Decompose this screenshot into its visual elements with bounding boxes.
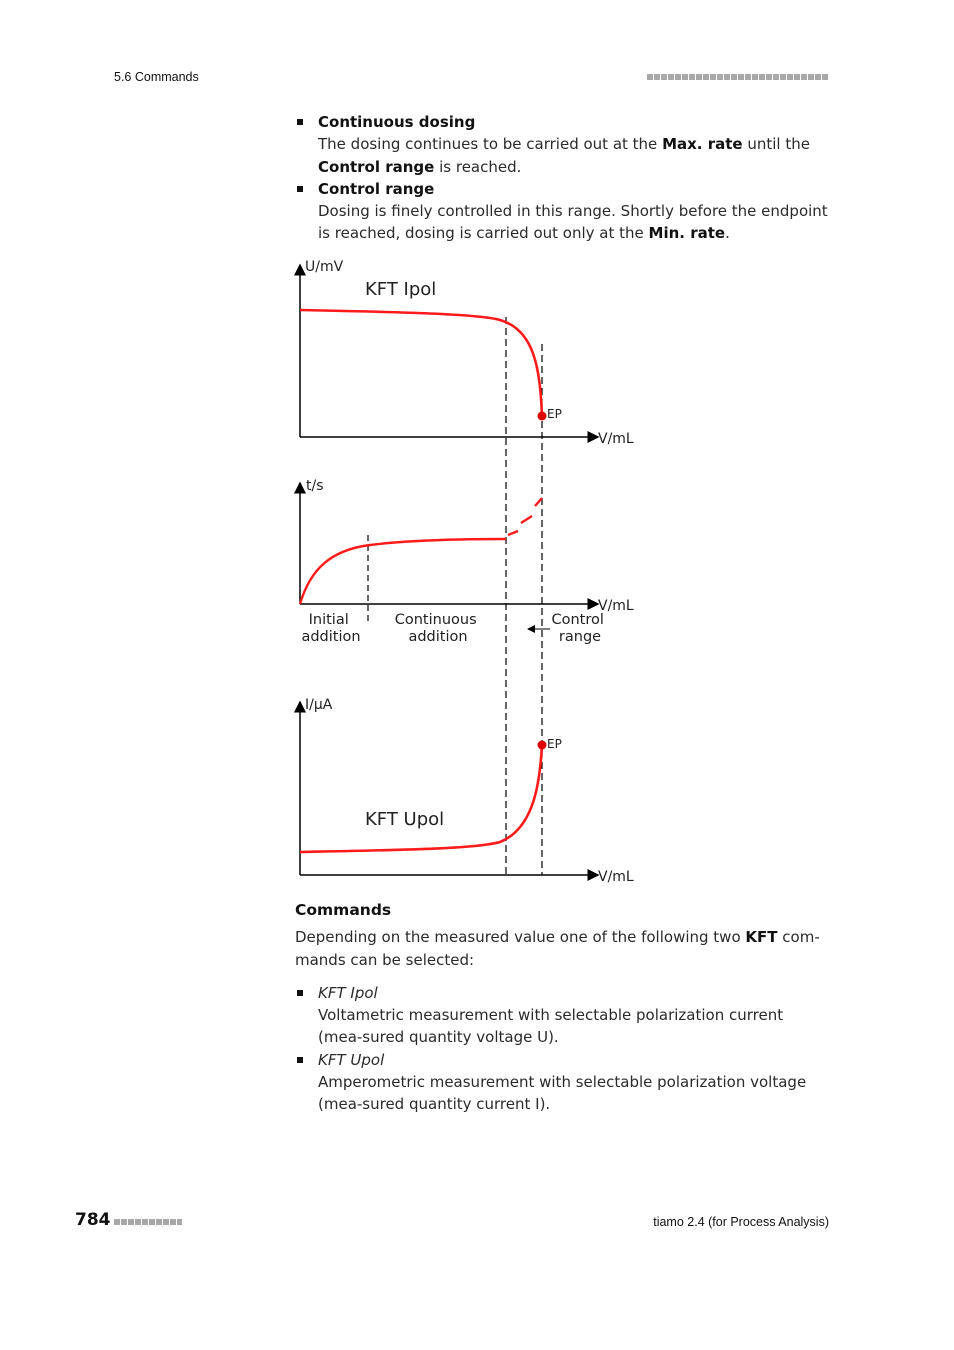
bullet-square-icon [297, 1057, 303, 1063]
zone-label-initial: Initial addition [301, 612, 361, 645]
control-segment-3 [535, 498, 542, 506]
command-item-kft-upol [295, 1049, 830, 1116]
bullet-title: Continuous dosing [318, 113, 476, 131]
endpoint-label: EP [547, 737, 562, 751]
header-decoration [647, 74, 829, 80]
bullet-continuous-dosing [295, 111, 830, 178]
running-header-section: 5.6 Commands [114, 70, 199, 84]
dosing-time-curve [300, 539, 506, 604]
y-axis-label: t/s [306, 478, 324, 494]
bullet-description: The dosing continues to be carried out at the Max. rate until the Control range is reached. [318, 135, 810, 176]
plot-kft-ipol [300, 259, 634, 447]
bullet-square-icon [297, 119, 303, 125]
endpoint-marker [538, 741, 547, 750]
plot-dosing-time [300, 478, 634, 645]
bullet-title: Control range [318, 179, 435, 198]
section-heading: Commands [295, 901, 392, 919]
command-item-kft-ipol [295, 982, 830, 1049]
bullet-square-icon [297, 990, 303, 996]
bullet-description: Dosing is finely controlled in this range. Shortly before the endpoint is reached, dosing is carried out only at the Min. rate. [318, 202, 828, 243]
command-name: KFT Ipol [318, 983, 378, 1002]
x-axis-label: V/mL [598, 598, 634, 614]
bullet-control-range [295, 178, 830, 245]
x-axis-label: V/mL [598, 869, 634, 885]
commands-section [295, 899, 830, 1116]
y-axis-label: I/µA [305, 697, 333, 713]
x-axis-label: V/mL [598, 431, 634, 447]
control-segment-2 [521, 516, 532, 523]
plot-title: KFT Ipol [365, 279, 437, 300]
commands-intro-paragraph: Depending on the measured value one of the following two KFT com-mands can be selected: [295, 928, 820, 969]
control-segment-1 [508, 531, 518, 535]
command-description: Voltametric measurement with selectable polarization current (mea-sured quantity voltage U). [318, 1006, 784, 1047]
endpoint-label: EP [547, 407, 562, 421]
zone-label-control: Control range [551, 612, 604, 645]
plot-kft-upol [300, 697, 634, 885]
bullet-square-icon [297, 186, 303, 192]
commands-list [295, 982, 830, 1116]
plot-title: KFT Upol [365, 809, 445, 830]
command-name: KFT Upol [318, 1050, 385, 1069]
footer-decoration [114, 1219, 182, 1225]
intro-bullet-list [295, 111, 830, 245]
y-axis-label: U/mV [305, 259, 344, 275]
kft-titration-figure [280, 250, 660, 890]
command-description: Amperometric measurement with selectable polarization voltage (mea-sured quantity current I). [318, 1073, 807, 1114]
endpoint-marker [538, 412, 547, 421]
page-number: 784 [75, 1210, 111, 1230]
footer-product: tiamo 2.4 (for Process Analysis) [653, 1215, 829, 1229]
zone-label-continuous: Continuous addition [394, 612, 477, 645]
